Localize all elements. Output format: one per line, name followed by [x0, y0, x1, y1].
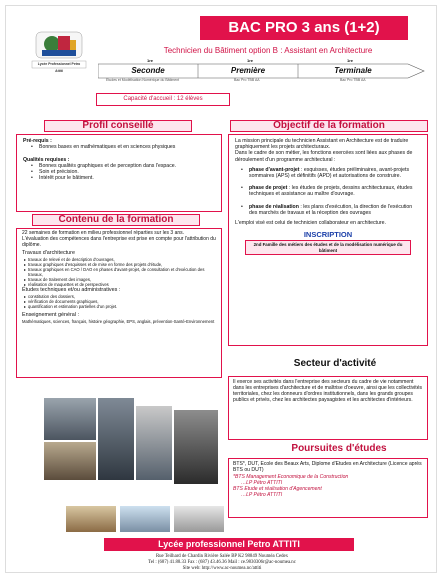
list-item: ▸ travaux graphiques d'esquisses et de mise en forme des projets d'étude, [22, 262, 216, 267]
list-item: ▸ travaux de relevé et de description d'ouvrages, [22, 257, 216, 262]
classroom-photo [44, 398, 96, 440]
qualites-label: Qualités requises : [23, 156, 70, 163]
footer-school-name: Lycée professionnel Petro ATTITI [104, 538, 354, 551]
computer-lab-photo [98, 398, 134, 480]
list-item: ▸ quantification et estimation partielles d'un projet. [22, 304, 216, 309]
phase-name: phase d'avant-projet [249, 166, 300, 173]
stage-terminale: Terminale [334, 66, 372, 75]
architect-desk-photo [136, 406, 172, 480]
footer-website: Site web: http://www.ac-noumea.nc/attiti [182, 566, 262, 571]
school-logo [28, 30, 90, 80]
phase-name: phase de réalisation [249, 203, 299, 210]
profil-header: Profil conseillé [44, 120, 192, 132]
phase-name: phase de projet [249, 185, 288, 192]
objectif-box [228, 134, 428, 346]
poursuites-text: BTS*, DUT, Ecole des Beaux Arts, Diplome d'Etudes en Architecture (Licence après BTS ou DUT) [233, 461, 422, 473]
school-name: LP Pétro ATTITI [246, 480, 283, 486]
stage-seconde: Seconde [131, 66, 165, 75]
bts-mec-school: …LP Pétro ATTITI [241, 480, 283, 486]
bts-name: BTS Management Economique de la Construction [234, 474, 349, 480]
thumbnail-3 [174, 506, 224, 532]
poursuites-box [228, 458, 428, 518]
stage-premiere: Première [230, 66, 266, 75]
objectif-header: Objectif de la formation [230, 120, 428, 132]
profil-box [16, 134, 222, 212]
page-title: BAC PRO 3 ans (1+2) [200, 16, 408, 40]
phase-text: : esquisses, études préliminaires, avant-projets sommaires (APS) et définitifs (APD) et autorisations de construire. [249, 166, 410, 180]
contenu-intro: 22 semaines de formation en milieu professionnel réparties sur les 3 ans. [22, 230, 185, 236]
objectif-closing: L'emploi visé est celui de technicien collaborateur en architecture. [235, 220, 386, 227]
list-item: ▸ vérification de documents graphiques, [22, 299, 216, 304]
qualites-list [29, 163, 215, 182]
list-item [239, 167, 421, 179]
objectif-intro: La mission principale du technicien Assistant en Architecture est de traduire graphiquement les projets architecturaux. [235, 138, 409, 151]
list-item: • Bonnes qualités graphiques et de perception dans l'espace. [29, 163, 215, 169]
stage-level-2: 1re [247, 58, 254, 63]
thumbnail-2 [120, 506, 170, 532]
contenu-header: Contenu de la formation [32, 214, 200, 226]
page-subtitle: Technicien du Bâtiment option B : Assistant en Architecture [163, 46, 373, 55]
list-item [239, 204, 421, 216]
list-item [239, 185, 421, 197]
secteur-header: Secteur d'activité [293, 358, 377, 369]
inscription-title: INSCRIPTION [303, 230, 353, 240]
stage-seconde-sub: Etudes et Modélisation Numérique du Bâtiment [106, 78, 180, 82]
secteur-text: Il exerce ses activités dans l'entreprise des secteurs du cadre de vie notamment dans les entreprises d'architecture et de maîtrise d'oeuvre, ainsi que les collectivités territoriales, chez les donneurs d'ordres institutionnels, dans les grands groupes publics et privés, chez les architectes paysagistes et les architectes d'intérieurs. [233, 379, 423, 403]
student-drafting-photo [174, 410, 218, 484]
list-item: • Intérêt pour le bâtiment. [29, 175, 215, 181]
students-photo [44, 442, 96, 480]
prereq-label: Pré-requis : [23, 138, 52, 144]
secteur-box [228, 376, 428, 440]
poursuites-header: Poursuites d'études [291, 443, 387, 454]
project-thumbnails [66, 506, 226, 532]
etudes-list [22, 294, 216, 309]
capacity-box: Capacité d'accueil : 12 élèves [96, 93, 230, 106]
stage-premiere-sub: Bac Pro TBB AA [234, 78, 260, 82]
thumbnail-1 [66, 506, 116, 532]
flyer-page [5, 5, 437, 573]
stage-terminale-sub: Bac Pro TBB AA [340, 78, 366, 82]
footer-address: Rue Teilhard de Chardin Rivière Salée BP K2 98849 Nouméa Cedex [155, 554, 289, 559]
travaux-label: Travaux d'architecture [22, 250, 75, 257]
phase-text: : les études de projets, dessins architecturaux, études techniques et assistance au maître d'ouvrage. [249, 185, 413, 198]
bts-era-school: …LP Pétro ATTITI [241, 492, 283, 498]
prereq-list [29, 144, 215, 150]
travaux-list [22, 257, 216, 287]
phases-list [239, 167, 421, 216]
bts-mec: *BTS Management Economique de la Construction [233, 474, 349, 480]
famille-box: 2nd Famille des métiers des études et de la modélisation numérique du bâtiment [245, 240, 411, 255]
bts-era: BTS Etude et réalisation d'Agencement [233, 486, 322, 492]
list-item: • Bonnes bases en mathématiques et en sciences physiques [29, 144, 215, 150]
list-item: ▸ travaux de traitement des images, [22, 277, 216, 282]
etudes-label: Études techniques et/ou administratives : [22, 287, 121, 294]
list-item: ▸ réalisation de maquettes et de perspectives [22, 282, 216, 287]
objectif-intro2: Dans le cadre de son métier, les fonctions exercées sont liées aux phases de déroulement d'un programme architectural : [235, 150, 413, 163]
stage-level-1: 1re [147, 58, 154, 63]
list-item: ▸ travaux graphiques en CAO / DAO en phases d'avant-projet, de consultation et d'exécution des travaux, [22, 267, 216, 277]
general-text: Mathématiques, sciences, français, histoire géographie, EPS, anglais, prévention-Santé-Environnement [22, 318, 215, 324]
footer-contact: Tel : (687) 41.88.33 Fax : (687) 43.46.36 Mail : ce.9830306r@ac-noumea.nc [148, 560, 296, 565]
list-item: ▸ constitution des dossiers, [22, 294, 216, 299]
contenu-eval: L'évaluation des compétences dans l'entreprise est prise en compte pour l'attribution du diplôme. [22, 235, 216, 248]
stage-level-3: 1re [347, 58, 354, 63]
school-name: LP Pétro ATTITI [246, 492, 283, 498]
contenu-box [16, 228, 222, 378]
logo-caption: Lycée Professionnel Petro Attiti [37, 62, 81, 73]
phase-text: : les plans d'exécution, la direction de l'exécution des marchés de travaux et la réception des ouvrages [249, 203, 413, 216]
general-label: Enseignement général : [22, 311, 79, 318]
list-item: • Soin et précision. [29, 169, 215, 175]
